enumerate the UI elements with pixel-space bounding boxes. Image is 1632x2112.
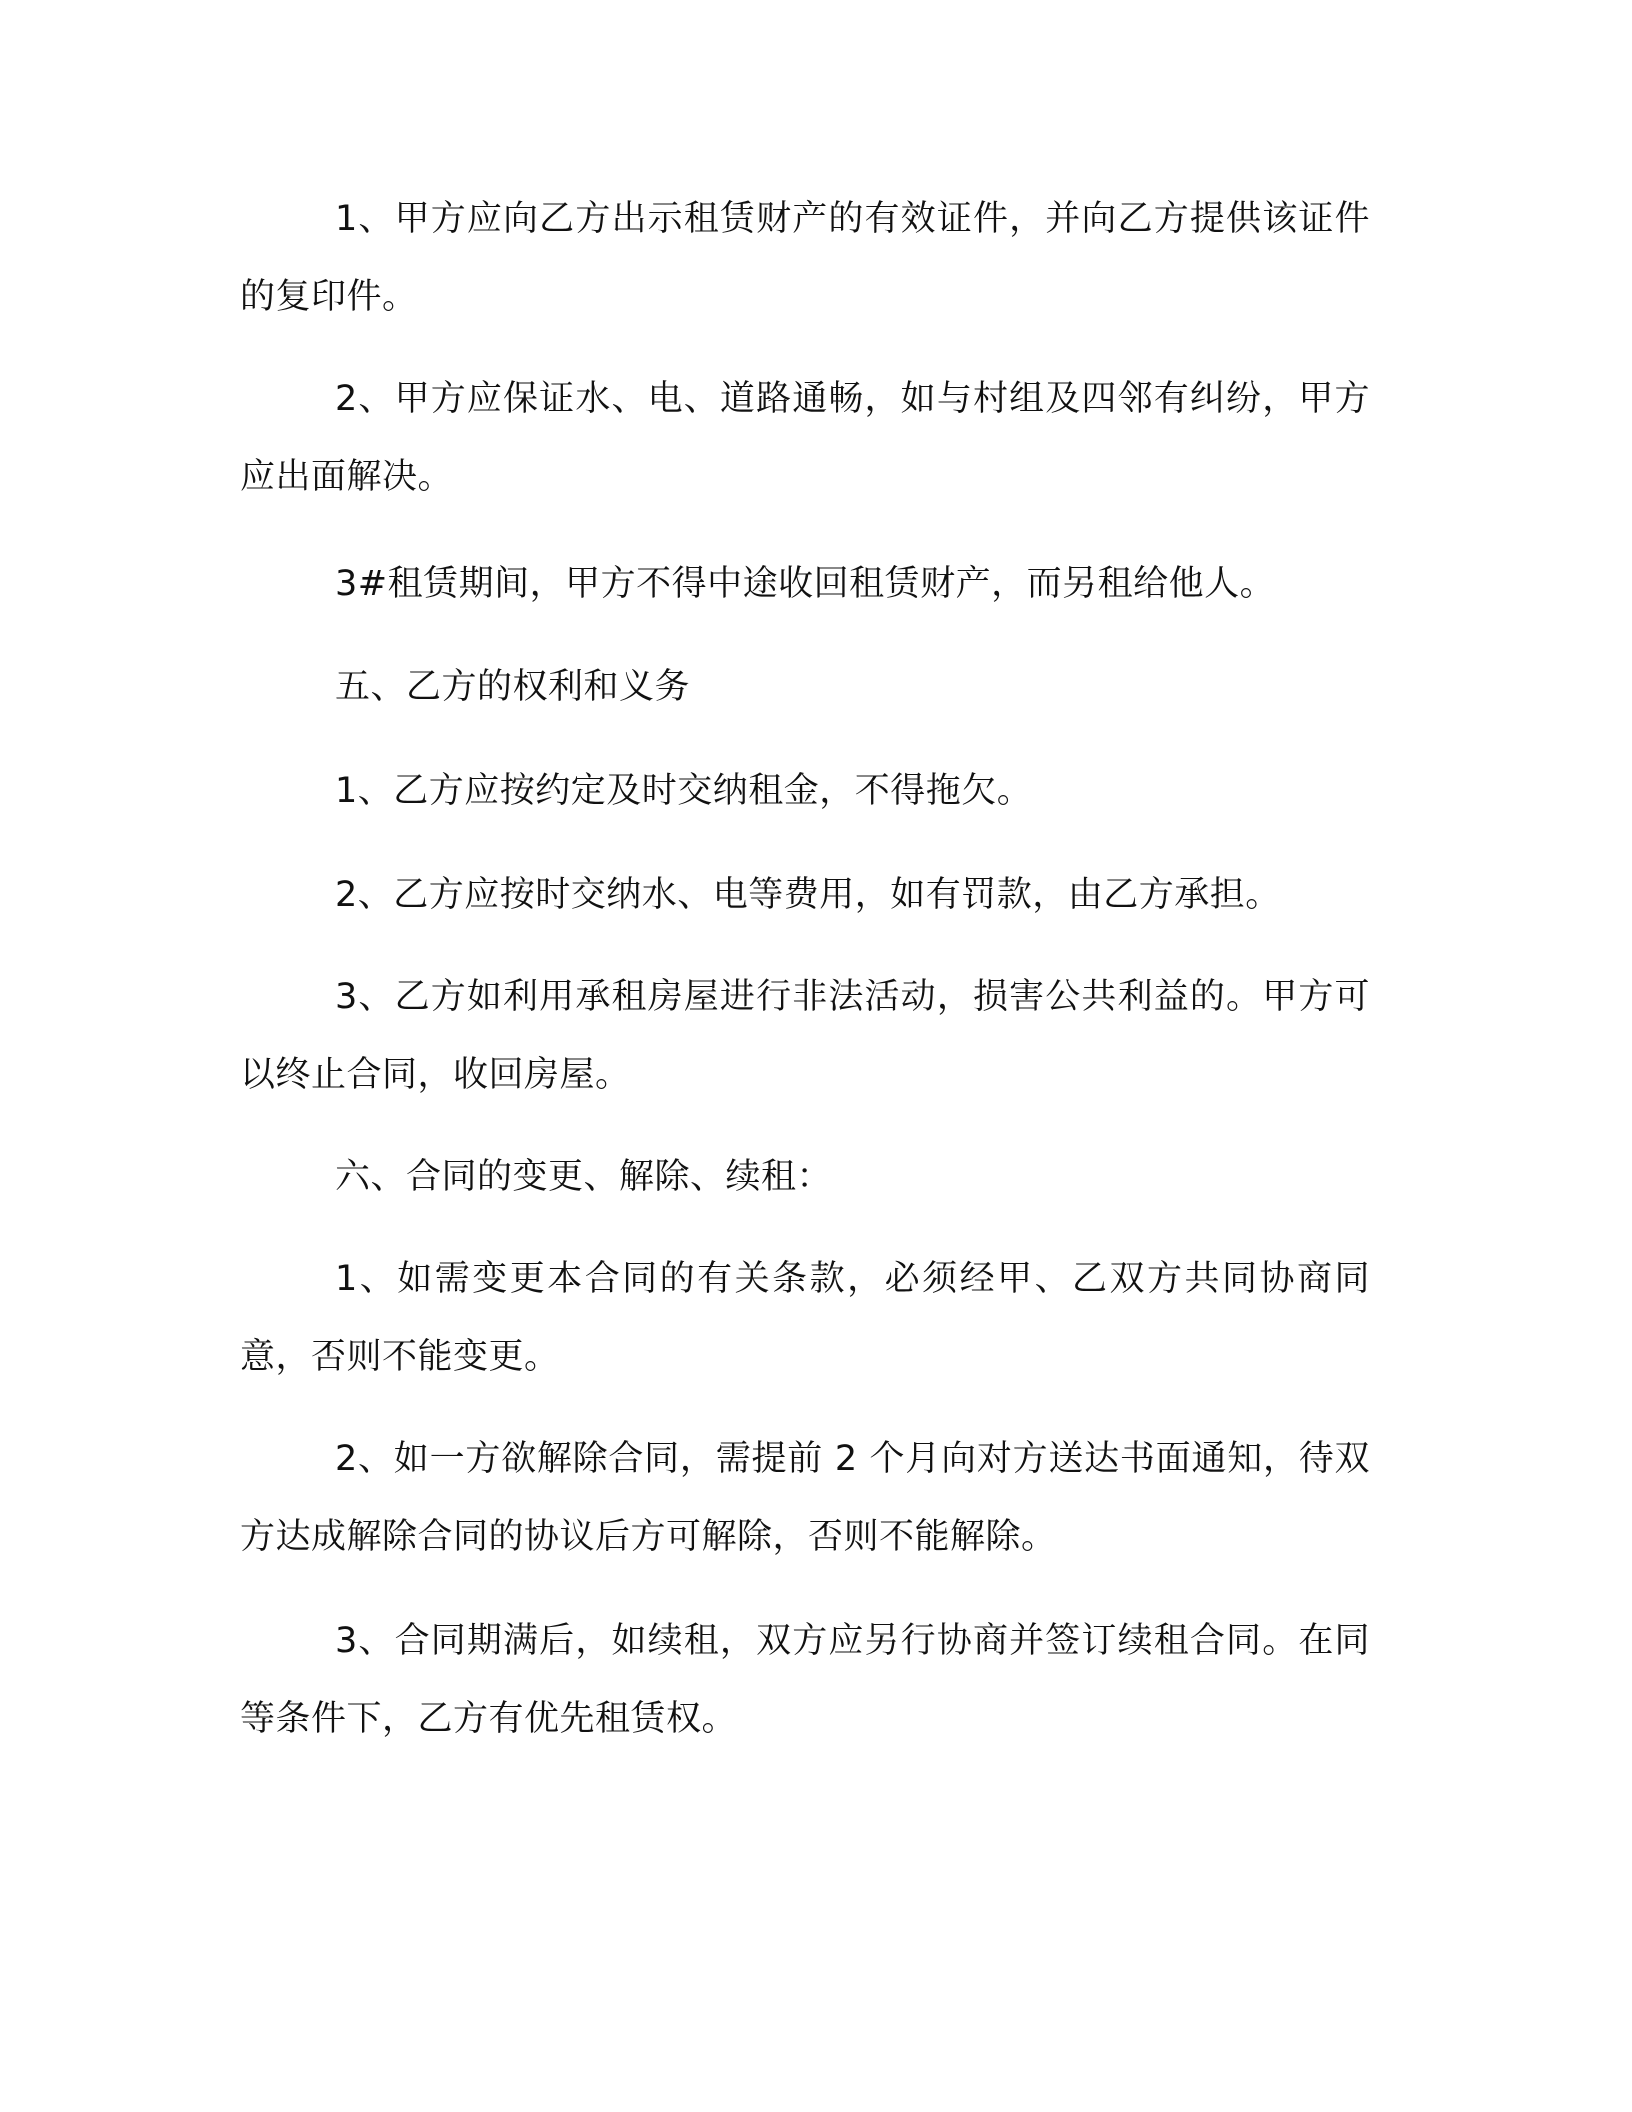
paragraph-landlord-duty-2: 2、甲方应保证水、电、道路通畅，如与村组及四邻有纠纷，甲方应出面解决。 bbox=[240, 379, 1370, 497]
paragraph-contract-change-2: 2、如一方欲解除合同，需提前 2 个月向对方送达书面通知，待双方达成解除合同的协议后方可解除，否则不能解除。 bbox=[240, 1439, 1370, 1557]
section-heading-contract-changes: 六、合同的变更、解除、续租： bbox=[335, 1157, 833, 1197]
paragraph-landlord-duty-3: 3#租赁期间，甲方不得中途收回租赁财产，而另租给他人。 bbox=[335, 564, 1276, 604]
section-heading-tenant-rights: 五、乙方的权利和义务 bbox=[335, 667, 691, 707]
document-page bbox=[240, 0, 1370, 2112]
paragraph-tenant-duty-2: 2、乙方应按时交纳水、电等费用，如有罚款，由乙方承担。 bbox=[335, 875, 1281, 915]
paragraph-tenant-duty-3: 3、乙方如利用承租房屋进行非法活动，损害公共利益的。甲方可以终止合同，收回房屋。 bbox=[240, 977, 1370, 1095]
paragraph-landlord-duty-1: 1、甲方应向乙方出示租赁财产的有效证件，并向乙方提供该证件的复印件。 bbox=[240, 199, 1370, 317]
paragraph-tenant-duty-1: 1、乙方应按约定及时交纳租金，不得拖欠。 bbox=[335, 771, 1033, 811]
paragraph-contract-change-1: 1、如需变更本合同的有关条款，必须经甲、乙双方共同协商同意，否则不能变更。 bbox=[240, 1259, 1370, 1377]
paragraph-contract-change-3: 3、合同期满后，如续租，双方应另行协商并签订续租合同。在同等条件下，乙方有优先租赁权。 bbox=[240, 1621, 1370, 1739]
